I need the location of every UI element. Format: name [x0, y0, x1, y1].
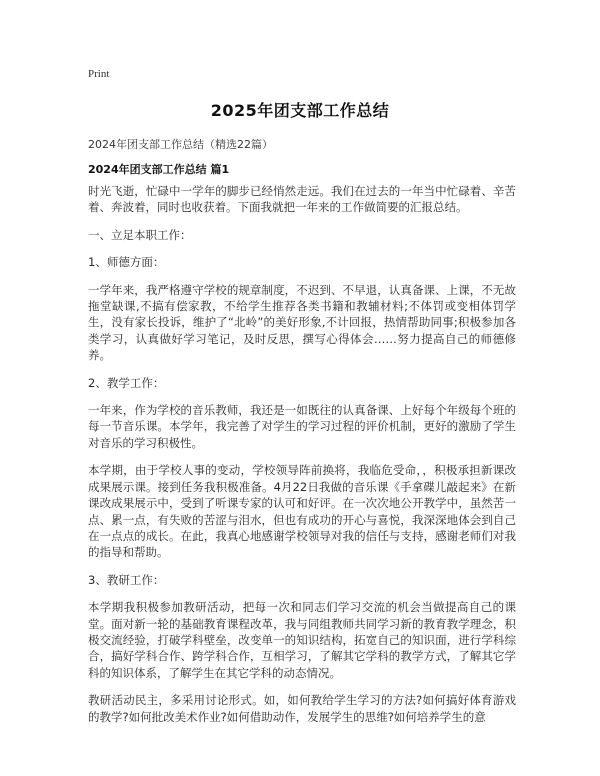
paragraph-semester: 本学期，由于学校人事的变动，学校领导阵前换将，我临危受命，，积极承担新课改成果展示课。接到任务我积极准备。4月22日我做的音乐课《手拿碟儿敲起来》在新课改成果展示中，受到了听课专家的认可和好评。在一次次地公开教学中，虽然苦一点、累一点，有失败的苦涩与泪水，但也有成功的开心与喜悦，我深深地体会到自己在一点点的成长。在此，我真心地感谢学校领导对我的信任与支持，感谢老师们对我的指导和帮助。: [88, 463, 516, 560]
paragraph-intro: 时光飞逝，忙碌中一学年的脚步已经悄然走远。我们在过去的一年当中忙碌着、辛苦着、奔波着，同时也收获着。下面我就把一年来的工作做简要的汇报总结。: [88, 184, 516, 215]
paragraph-research-activities: 教研活动民主，多采用讨论形式。如，如何教给学生学习的方法?如何搞好体育游戏的教学?如何批改美术作业?如何借助动作，发展学生的思维?如何培养学生的意: [88, 693, 516, 724]
document-body: [88, 183, 516, 736]
page-title: 2025年团支部工作总结: [210, 101, 390, 120]
paragraph-ethics: 一学年来，我严格遵守学校的规章制度，不迟到、不早退，认真备课、上课，不无故拖堂缺课,不搞有偿家教，不给学生推荐各类书籍和教辅材料;不体罚或变相体罚学生，没有家长投诉，维护了“北岭”的美好形象,不计回报，热情帮助同事;积极参加各类学习，认真做好学习笔记，及时反思，撰写心得体会……努力提高自己的师德修养。: [88, 282, 516, 363]
section-heading: 2024年团支部工作总结 篇1: [88, 163, 230, 176]
paragraph-teaching: 一年来，作为学校的音乐教师，我还是一如既往的认真备课、上好每个年级每个班的每一节音乐课。本学年，我完善了对学生的学习过程的评价机制，更好的激励了学生对音乐的学习积极性。: [88, 403, 516, 450]
print-label[interactable]: Print: [88, 68, 110, 80]
document-subtitle: 2024年团支部工作总结（精选22篇）: [88, 138, 273, 151]
heading-teaching: 2、教学工作：: [88, 375, 165, 390]
paragraph-research: 本学期我积极参加教研活动，把每一次和同志们学习交流的机会当做提高自己的课堂。面对新一轮的基础教育课程改革，我与同组教师共同学习新的教育教学理念，积极交流经验，打破学科壁垒，改变单一的知识结构，拓宽自己的知识面，进行学科综合，搞好学科合作、跨学科合作，互相学习，了解其它学科的教学方式，了解其它学科的知识体系，了解学生在其它学科的动态情况。: [88, 600, 516, 680]
heading-ethics: 1、师德方面：: [88, 255, 165, 270]
heading-research: 3、教研工作：: [88, 572, 165, 587]
heading-duty: 一、立足本职工作：: [88, 227, 192, 242]
